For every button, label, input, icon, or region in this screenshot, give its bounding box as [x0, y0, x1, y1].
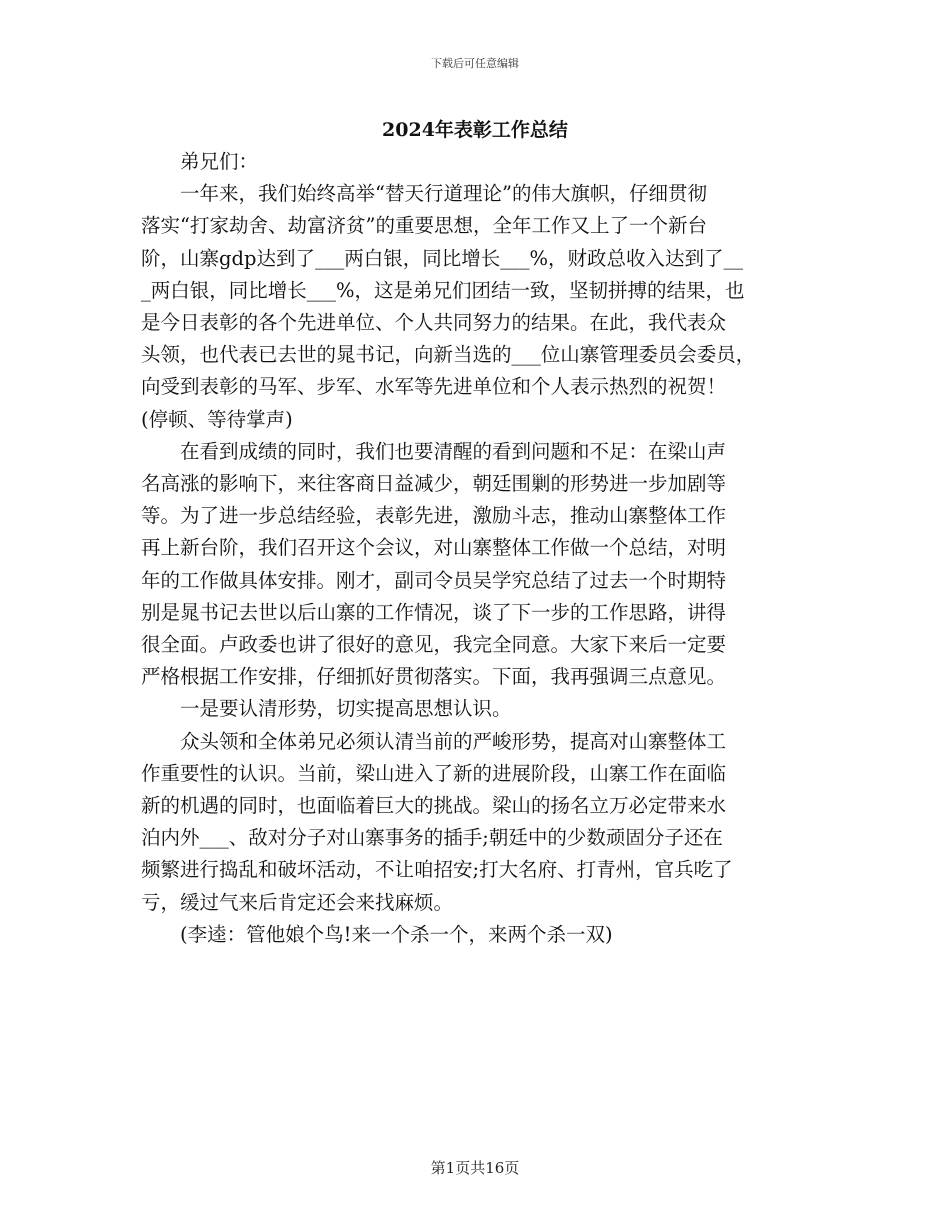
body-line: 别是晁书记去世以后山寨的工作情况，谈了下一步的工作思路，讲得 [141, 600, 727, 624]
body-line: 亏，缓过气来后肯定还会来找麻烦。 [141, 890, 454, 914]
body-line: 向受到表彰的马军、步军、水军等先进单位和个人表示热烈的祝贺！ [141, 375, 727, 399]
body-line: 名高涨的影响下，来往客商日益减少，朝廷围剿的形势进一步加剧等 [141, 472, 727, 496]
body-line: 严格根据工作安排，仔细抓好贯彻落实。下面，我再强调三点意见。 [141, 665, 727, 689]
body-line: 新的机遇的同时，也面临着巨大的挑战。梁山的扬名立万必定带来水 [141, 794, 727, 818]
document-title: 2024年表彰工作总结 [382, 119, 568, 141]
body-line: 很全面。卢政委也讲了很好的意见，我完全同意。大家下来后一定要 [141, 633, 727, 657]
body-line: 作重要性的认识。当前，梁山进入了新的进展阶段，山寨工作在面临 [141, 761, 727, 785]
body-line: 落实“打家劫舍、劫富济贫”的重要思想，全年工作又上了一个新台 [141, 214, 707, 238]
page-number: 第1页共16页 [430, 1159, 520, 1177]
body-line: 头领，也代表已去世的晁书记，向新当选的___位山寨管理委员会委员， [141, 343, 756, 367]
body-line: 在看到成绩的同时，我们也要清醒的看到问题和不足：在梁山声 [141, 439, 727, 463]
body-line: 等。为了进一步总结经验，表彰先进，激励斗志，推动山寨整体工作 [141, 504, 727, 528]
body-line: 泊内外___、敌对分子对山寨事务的插手;朝廷中的少数顽固分子还在 [141, 826, 723, 850]
download-edit-note: 下载后可任意编辑 [431, 57, 519, 70]
body-line: _两白银，同比增长___%，这是弟兄们团结一致，坚韧拼搏的结果，也 [141, 278, 745, 302]
body-line: 频繁进行捣乱和破坏活动，不让咱招安;打大名府、打青州，官兵吃了 [141, 858, 733, 882]
body-line: (李逵：管他娘个鸟!来一个杀一个，来两个杀一双) [141, 922, 613, 946]
body-line: 是今日表彰的各个先进单位、个人共同努力的结果。在此，我代表众 [141, 311, 727, 335]
body-line: 弟兄们： [141, 150, 259, 173]
body-line: (停顿、等待掌声) [141, 407, 293, 431]
body-line: 一是要认清形势，切实提高思想认识。 [141, 697, 512, 721]
body-line: 众头领和全体弟兄必须认清当前的严峻形势，提高对山寨整体工 [141, 729, 727, 753]
body-line: 一年来，我们始终高举“替天行道理论”的伟大旗帜，仔细贯彻 [141, 182, 707, 206]
body-line: 再上新台阶，我们召开这个会议，对山寨整体工作做一个总结，对明 [141, 536, 727, 560]
body-line: 年的工作做具体安排。刚才，副司令员吴学究总结了过去一个时期特 [141, 568, 727, 592]
body-line: 阶，山寨gdp达到了___两白银，同比增长___%，财政总收入达到了__ [141, 246, 743, 270]
document-body [141, 146, 821, 951]
